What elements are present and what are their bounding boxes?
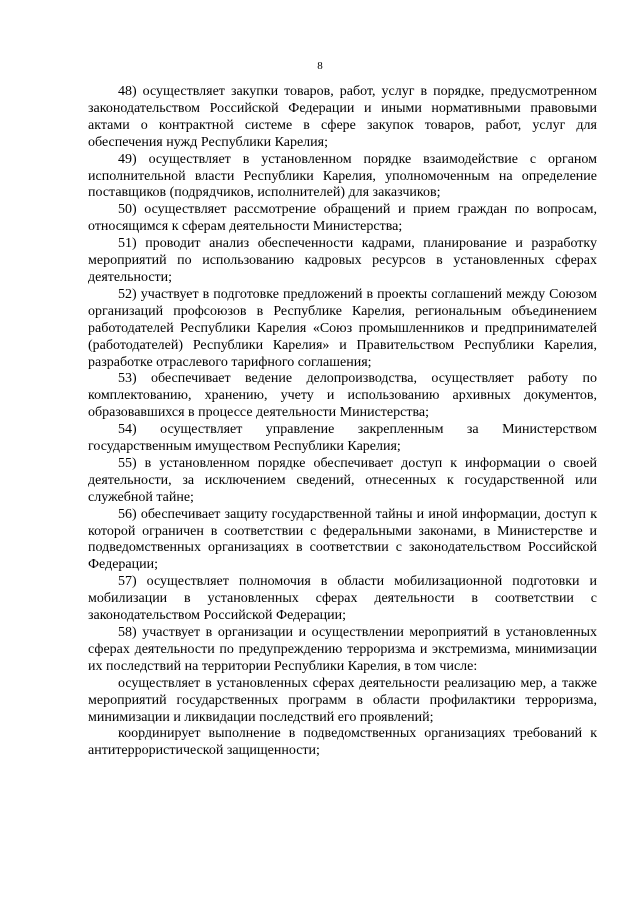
paragraph-56: 56) обеспечивает защиту государственной тайны и иной информации, доступ к которой ограничен в соответствии с федеральными законами, в Министерстве и подведомственных организациях в соответствии с законодательством Российской Федерации;: [88, 506, 597, 573]
document-body: [88, 84, 597, 760]
paragraph-58-item-2: координирует выполнение в подведомственных организациях требований к антитеррористической защищенности;: [88, 726, 597, 759]
paragraph-50: 50) осуществляет рассмотрение обращений и прием граждан по вопросам, относящимся к сферам деятельности Министерства;: [88, 202, 597, 235]
paragraph-57: 57) осуществляет полномочия в области мобилизационной подготовки и мобилизации в установленных сферах деятельности в соответствии с законодательством Российской Федерации;: [88, 574, 597, 624]
paragraph-52: 52) участвует в подготовке предложений в проекты соглашений между Союзом организаций профсоюзов в Республике Карелия, региональным объединением работодателей Республики Карелия «Союз промышленников и предпринимателей (работодателей) Республики Карелия» и Правительством Республики Карелия, разработке отраслевого тарифного соглашения;: [88, 286, 597, 370]
page-number: 8: [317, 60, 323, 72]
paragraph-49: 49) осуществляет в установленном порядке взаимодействие с органом исполнительной власти Республики Карелия, уполномоченным на определение поставщиков (подрядчиков, исполнителей) для заказчиков;: [88, 151, 597, 201]
paragraph-54: 54) осуществляет управление закрепленным за Министерством государственным имуществом Республики Карелия;: [88, 422, 597, 455]
paragraph-48: 48) осуществляет закупки товаров, работ, услуг в порядке, предусмотренном законодательством Российской Федерации и иными нормативными правовыми актами о контрактной системе в сфере закупок товаров, работ, услуг для обеспечения нужд Республики Карелия;: [88, 84, 597, 150]
paragraph-55: 55) в установленном порядке обеспечивает доступ к информации о своей деятельности, за исключением сведений, отнесенных к государственной или служебной тайне;: [88, 455, 597, 505]
paragraph-58-item-1: осуществляет в установленных сферах деятельности реализацию мер, а также мероприятий государственных программ в области профилактики терроризма, минимизации и ликвидации последствий его проявлений;: [88, 675, 597, 725]
paragraph-58: 58) участвует в организации и осуществлении мероприятий в установленных сферах деятельности по предупреждению терроризма и экстремизма, минимизации их последствий на территории Республики Карелия, в том числе:: [88, 625, 597, 674]
paragraph-51: 51) проводит анализ обеспеченности кадрами, планирование и разработку мероприятий по использованию кадровых ресурсов в установленных сферах деятельности;: [88, 236, 597, 285]
paragraph-53: 53) обеспечивает ведение делопроизводства, осуществляет работу по комплектованию, хранению, учету и использованию архивных документов, образовавшихся в процессе деятельности Министерства;: [88, 371, 597, 421]
